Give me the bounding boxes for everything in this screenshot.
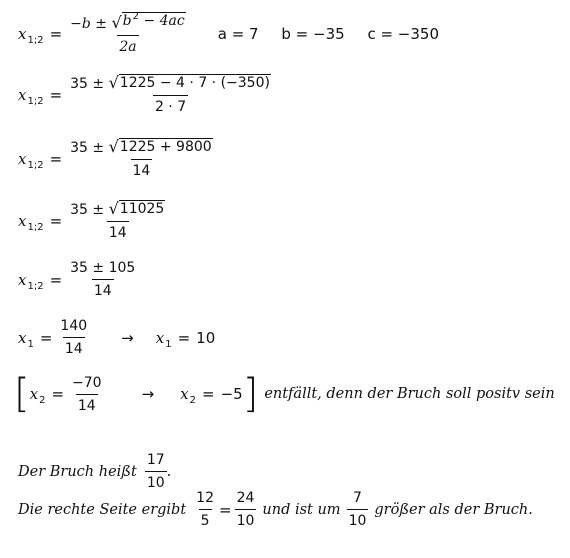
answer-fraction: [145, 452, 167, 491]
sqrt-icon: √: [111, 13, 122, 32]
period: .: [166, 463, 172, 480]
equals-sign: =: [177, 328, 191, 347]
fraction-numerator: 35 ± √ 11025: [70, 199, 165, 218]
variable-x: $x_{1;2}$: [18, 270, 44, 292]
variable-x: $x_{1;2}$: [18, 85, 44, 107]
fraction-b: [235, 490, 257, 529]
equals-sign: =: [51, 385, 65, 403]
fraction-denominator: 14: [131, 159, 153, 179]
equals-sign: =: [49, 24, 63, 43]
check-text-1: Die rechte Seite ergibt: [18, 501, 187, 518]
fraction-numerator: 12: [196, 490, 214, 506]
fraction-denominator: 14: [107, 221, 129, 241]
fraction-numerator: 140: [60, 318, 88, 334]
variable-x1: $x_1$: [18, 328, 34, 350]
sqrt-icon: √: [108, 73, 119, 92]
param-b: b = −35: [281, 24, 345, 43]
conclusion-check: [18, 490, 533, 529]
fraction: [68, 138, 215, 179]
equals-sign: =: [49, 270, 63, 289]
fraction-denominator: 2 · 7: [153, 95, 188, 115]
fraction-numerator: 7: [353, 490, 362, 506]
bracket-open: [: [14, 371, 30, 417]
fraction-denominator: 14: [63, 337, 85, 357]
fraction-a: [194, 490, 216, 529]
quadratic-fraction: [68, 12, 188, 55]
arrow-right-icon: →: [121, 328, 134, 347]
formula-step-4: [18, 200, 167, 241]
fraction-denominator: 10: [145, 471, 167, 491]
arrow-right-icon: →: [141, 385, 155, 403]
variable-x: $x_{1;2}$: [18, 149, 44, 171]
conclusion-text: Der Bruch heißt: [18, 463, 137, 480]
fraction-numerator: 17: [146, 452, 165, 468]
fraction-denominator: 2a: [117, 35, 138, 55]
fraction-numerator: 35 ± 105: [70, 260, 136, 276]
equals-sign: =: [49, 211, 63, 230]
parameters: [218, 25, 457, 43]
result-x1: 10: [196, 328, 216, 347]
fraction: [70, 375, 104, 414]
variable-x: $x_{1;2}$: [18, 24, 44, 46]
fraction-denominator: 5: [199, 509, 212, 529]
formula-step-5: [18, 260, 137, 299]
sqrt-icon: √: [108, 137, 119, 156]
check-text-2: und ist um: [262, 501, 341, 518]
variable-x1: $x_1$: [155, 328, 172, 350]
fraction-denominator: 14: [76, 394, 98, 414]
fraction-c: [347, 490, 369, 529]
equals-sign: =: [218, 500, 232, 519]
fraction: [58, 318, 89, 357]
equals-sign: =: [49, 149, 63, 168]
fraction: [68, 200, 167, 241]
fraction: [68, 260, 137, 299]
formula-general: [18, 12, 457, 55]
solution-x1: [18, 318, 215, 357]
fraction-denominator: 14: [92, 279, 114, 299]
fraction-numerator: 24: [236, 490, 255, 506]
fraction-denominator: 10: [347, 509, 369, 529]
fraction-numerator: −b ± √ $b^2 - 4ac$: [70, 11, 185, 32]
variable-x: $x_{1;2}$: [18, 211, 44, 233]
equals-sign: =: [202, 385, 215, 403]
formula-substituted: [18, 74, 273, 115]
solution-x2: [14, 371, 555, 417]
fraction: [68, 74, 273, 115]
bracket-close: ]: [242, 371, 259, 417]
fraction-denominator: 10: [235, 509, 257, 529]
equals-sign: =: [49, 85, 63, 104]
fraction-numerator: 35 ± √ 1225 + 9800: [70, 137, 212, 156]
equals-sign: =: [39, 328, 53, 347]
fraction-numerator: −70: [72, 374, 102, 391]
variable-x2: $x_2$: [180, 385, 196, 406]
check-text-3: größer als der Bruch.: [374, 501, 533, 518]
fraction-numerator: 35 ± √ 1225 − 4 · 7 · (−350): [70, 73, 270, 92]
discard-note: entfällt, denn der Bruch soll positv sein: [264, 386, 555, 402]
formula-step-3: [18, 138, 215, 179]
sqrt-icon: √: [108, 199, 119, 218]
param-a: a = 7: [217, 24, 259, 43]
conclusion-fraction: [18, 452, 171, 491]
param-c: c = −350: [367, 24, 439, 43]
result-x2: −5: [220, 385, 243, 403]
variable-x2: $x_2$: [29, 385, 46, 406]
